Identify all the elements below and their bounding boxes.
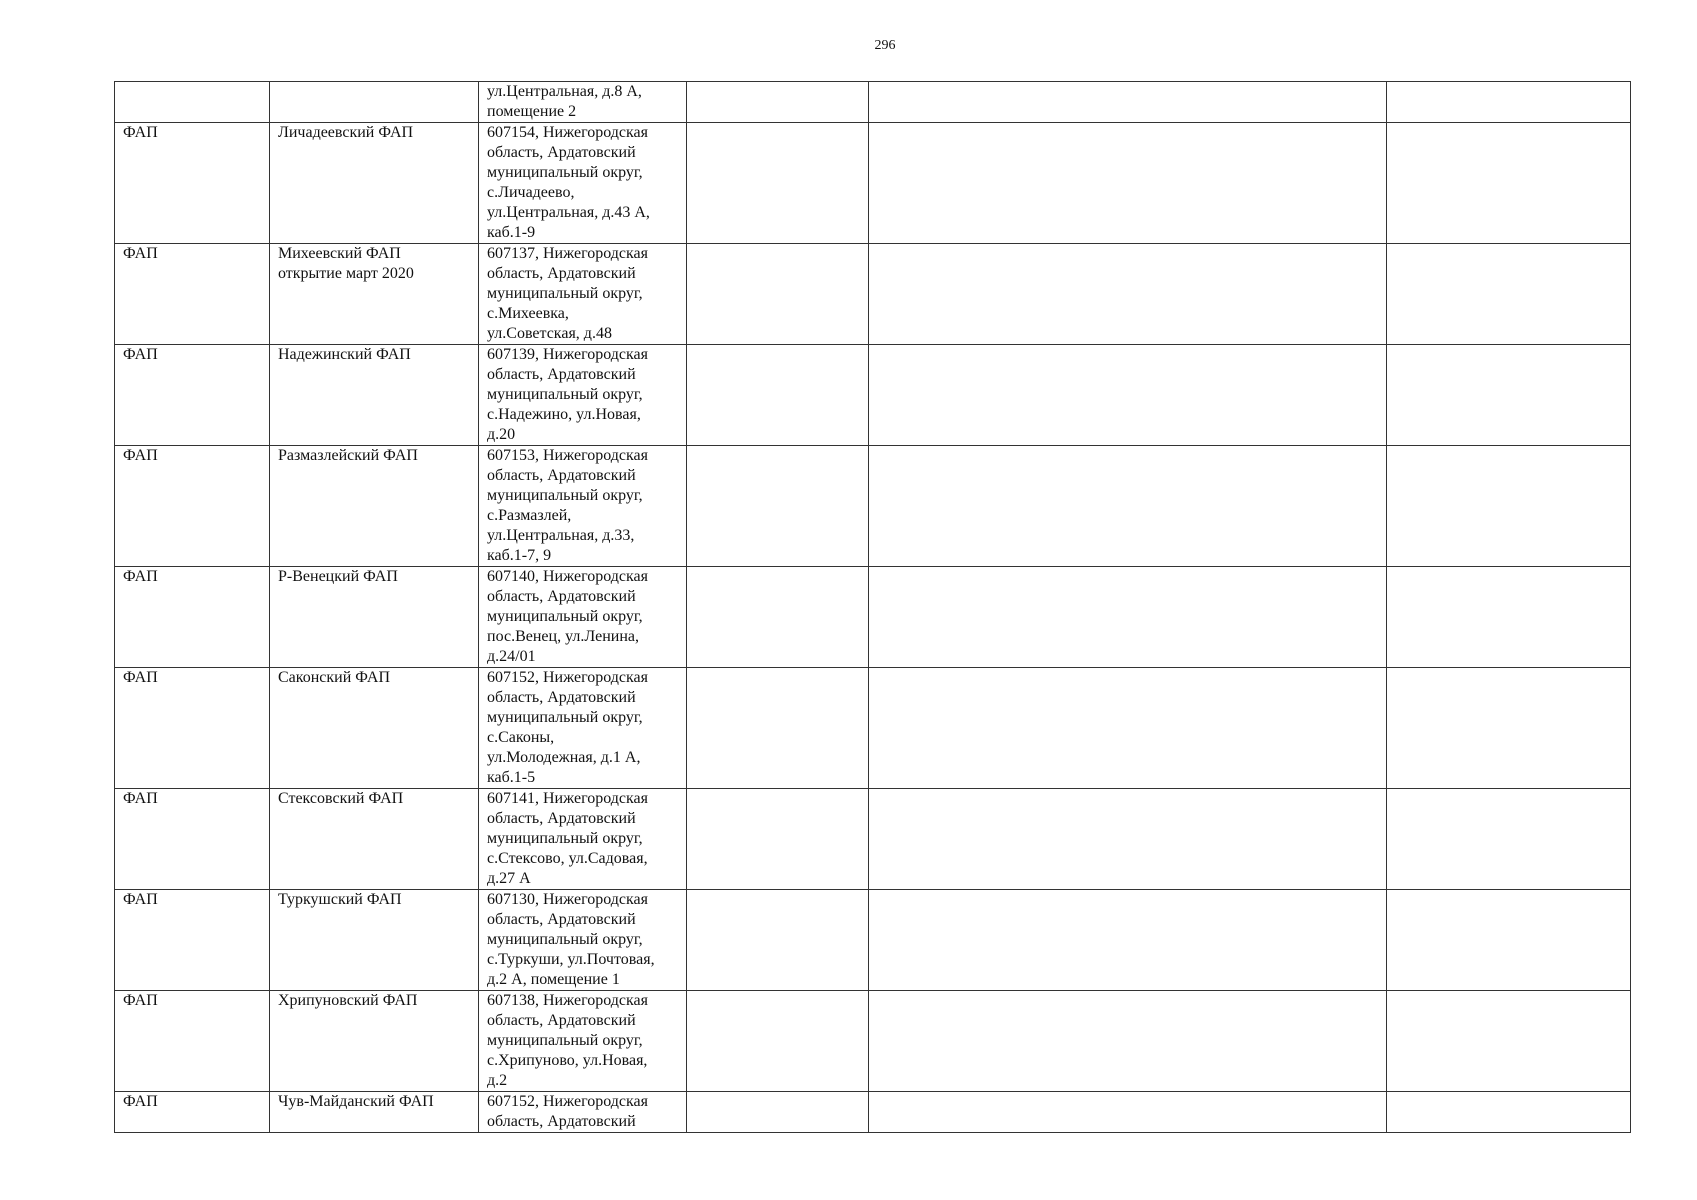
empty-cell: [869, 82, 1387, 123]
facility-address-cell: 607141, Нижегородская область, Ардатовский муниципальный округ, с.Стексово, ул.Садовая, д.27 А: [479, 789, 687, 890]
facility-type-cell: ФАП: [115, 345, 270, 446]
empty-cell: [687, 1092, 869, 1133]
empty-cell: [869, 567, 1387, 668]
empty-cell: [1387, 82, 1631, 123]
empty-cell: [869, 123, 1387, 244]
empty-cell: [687, 789, 869, 890]
facility-name-cell: Михеевский ФАП открытие март 2020: [270, 244, 479, 345]
facility-name-cell: Личадеевский ФАП: [270, 123, 479, 244]
facility-address-cell: 607137, Нижегородская область, Ардатовский муниципальный округ, с.Михеевка, ул.Советская, д.48: [479, 244, 687, 345]
facility-type-cell: ФАП: [115, 446, 270, 567]
table-row: [115, 789, 1631, 890]
empty-cell: [687, 82, 869, 123]
facility-type-cell: ФАП: [115, 244, 270, 345]
empty-cell: [687, 991, 869, 1092]
facility-name-cell: Размазлейский ФАП: [270, 446, 479, 567]
facility-name-cell: Надежинский ФАП: [270, 345, 479, 446]
facility-type-cell: ФАП: [115, 668, 270, 789]
facility-name-cell: Стексовский ФАП: [270, 789, 479, 890]
facility-address-cell: 607139, Нижегородская область, Ардатовский муниципальный округ, с.Надежино, ул.Новая, д.20: [479, 345, 687, 446]
facility-name-cell: Р-Венецкий ФАП: [270, 567, 479, 668]
facilities-table-body: [115, 82, 1631, 1133]
table-row: [115, 123, 1631, 244]
facility-name-cell: Саконский ФАП: [270, 668, 479, 789]
empty-cell: [1387, 123, 1631, 244]
facility-type-cell: ФАП: [115, 567, 270, 668]
empty-cell: [869, 446, 1387, 567]
empty-cell: [687, 567, 869, 668]
facility-type-cell: ФАП: [115, 890, 270, 991]
empty-cell: [687, 446, 869, 567]
table-row: [115, 567, 1631, 668]
empty-cell: [1387, 668, 1631, 789]
facility-address-cell: 607152, Нижегородская область, Ардатовский: [479, 1092, 687, 1133]
table-row: [115, 244, 1631, 345]
facility-type-cell: ФАП: [115, 1092, 270, 1133]
empty-cell: [687, 668, 869, 789]
empty-cell: [1387, 789, 1631, 890]
empty-cell: [869, 991, 1387, 1092]
empty-cell: [869, 244, 1387, 345]
empty-cell: [1387, 446, 1631, 567]
facility-type-cell: ФАП: [115, 789, 270, 890]
facility-address-cell: ул.Центральная, д.8 А, помещение 2: [479, 82, 687, 123]
facility-name-cell: Туркушский ФАП: [270, 890, 479, 991]
empty-cell: [869, 789, 1387, 890]
page-number: 296: [874, 38, 896, 53]
empty-cell: [1387, 890, 1631, 991]
empty-cell: [687, 345, 869, 446]
facility-address-cell: 607152, Нижегородская область, Ардатовский муниципальный округ, с.Саконы, ул.Молодежная, д.1 А, каб.1-5: [479, 668, 687, 789]
empty-cell: [687, 890, 869, 991]
table-row: [115, 82, 1631, 123]
facilities-table: [114, 81, 1631, 1133]
empty-cell: [869, 1092, 1387, 1133]
table-row: [115, 1092, 1631, 1133]
table-row: [115, 446, 1631, 567]
table-row: [115, 890, 1631, 991]
table-row: [115, 345, 1631, 446]
facility-address-cell: 607153, Нижегородская область, Ардатовский муниципальный округ, с.Размазлей, ул.Центральная, д.33, каб.1-7, 9: [479, 446, 687, 567]
facility-address-cell: 607140, Нижегородская область, Ардатовский муниципальный округ, пос.Венец, ул.Ленина, д.24/01: [479, 567, 687, 668]
facility-name-cell: Чув-Майданский ФАП: [270, 1092, 479, 1133]
facility-address-cell: 607130, Нижегородская область, Ардатовский муниципальный округ, с.Туркуши, ул.Почтовая, д.2 А, помещение 1: [479, 890, 687, 991]
table-row: [115, 991, 1631, 1092]
empty-cell: [687, 123, 869, 244]
empty-cell: [1387, 244, 1631, 345]
empty-cell: [687, 244, 869, 345]
empty-cell: [869, 890, 1387, 991]
empty-cell: [1387, 991, 1631, 1092]
facility-address-cell: 607138, Нижегородская область, Ардатовский муниципальный округ, с.Хрипуново, ул.Новая, д.2: [479, 991, 687, 1092]
table-row: [115, 668, 1631, 789]
empty-cell: [869, 345, 1387, 446]
facility-name-cell: [270, 82, 479, 123]
empty-cell: [1387, 1092, 1631, 1133]
empty-cell: [869, 668, 1387, 789]
facility-type-cell: [115, 82, 270, 123]
facility-type-cell: ФАП: [115, 991, 270, 1092]
facility-type-cell: ФАП: [115, 123, 270, 244]
empty-cell: [1387, 345, 1631, 446]
facility-address-cell: 607154, Нижегородская область, Ардатовский муниципальный округ, с.Личадеево, ул.Центральная, д.43 А, каб.1-9: [479, 123, 687, 244]
facility-name-cell: Хрипуновский ФАП: [270, 991, 479, 1092]
empty-cell: [1387, 567, 1631, 668]
